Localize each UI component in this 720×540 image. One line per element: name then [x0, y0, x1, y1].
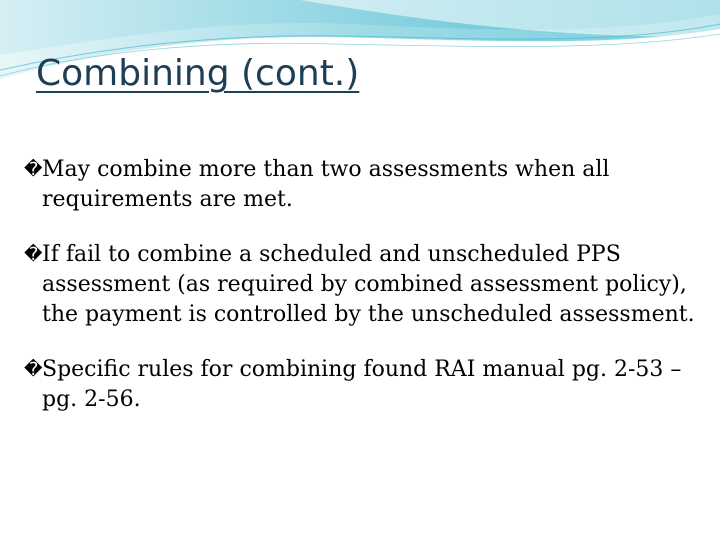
missing-glyph-icon: �	[24, 244, 43, 265]
missing-glyph-icon: �	[24, 159, 43, 180]
bullet-text: Specific rules for combining found RAI manual pg. 2-53 – pg. 2-56.	[42, 357, 682, 412]
bullet-text: If fail to combine a scheduled and unscheduled PPS assessment (as required by combined assessment policy), the payment is controlled by the unscheduled assessment.	[42, 242, 695, 327]
bullet-list	[24, 155, 704, 440]
missing-glyph-icon: �	[24, 359, 43, 380]
bullet-item	[24, 155, 704, 215]
bullet-item	[24, 240, 704, 330]
slide-title: Combining (cont.)	[36, 53, 360, 94]
bullet-item	[24, 355, 704, 415]
bullet-text: May combine more than two assessments when all requirements are met.	[42, 157, 610, 212]
